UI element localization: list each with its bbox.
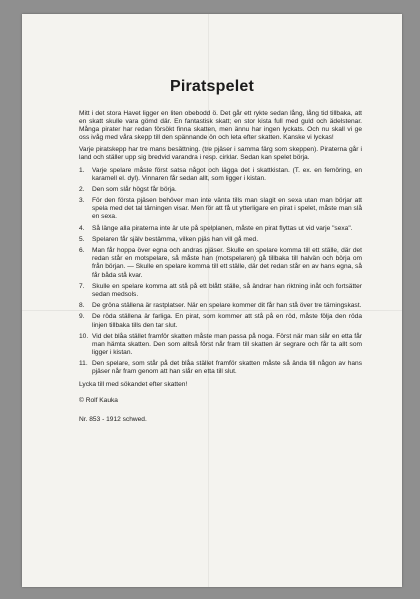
rule-item bbox=[79, 283, 362, 299]
rule-text: Spelaren får själv bestämma, vilken pjäs han vill gå med. bbox=[92, 235, 259, 243]
rule-text: Skulle en spelare komma att stå på ett blått ställe, så ändrar han riktning inåt och fortsätter sedan medsols. bbox=[92, 282, 362, 298]
rule-item bbox=[79, 333, 362, 357]
rule-number: 8. bbox=[79, 302, 85, 310]
rule-item bbox=[79, 236, 362, 244]
rule-text: Så länge alla piraterna inte är ute på spelplanen, måste en pirat flyttas ut vid varje "sexa". bbox=[92, 224, 353, 232]
rule-number: 6. bbox=[79, 247, 85, 255]
closing-line: Lycka till med sökandet efter skatten! bbox=[79, 380, 188, 388]
rule-item bbox=[79, 302, 362, 310]
page-title: Piratspelet bbox=[169, 78, 254, 95]
rule-item bbox=[79, 360, 362, 376]
rule-text: För den första pjäsen behöver man inte vänta tills man slagit en sexa utan man börjar att spela med det tal tärningen visar. Men för att få ut ytterligare en pirat i spelet, måste man slå en sexa. bbox=[92, 197, 362, 221]
rule-text: De gröna ställena är rastplatser. När en spelare kommer dit får han stå över tre tärningskast. bbox=[92, 302, 362, 310]
product-reference: Nr. 853 - 1912 schwed. bbox=[79, 415, 147, 423]
rule-number: 5. bbox=[79, 235, 85, 243]
rule-item bbox=[79, 167, 362, 183]
rule-text: Vid det blåa stället framför skatten måste man passa på noga. Först när man slår en etta får man hämta skatten. Den som alltså först når fram till skatten är segrare och får ta allt som ligger i kistan. bbox=[92, 332, 362, 357]
rule-item bbox=[79, 225, 362, 233]
rule-number: 1. bbox=[79, 166, 85, 174]
instruction-sheet bbox=[22, 14, 402, 587]
rule-text: De röda ställena är farliga. En pirat, som kommer att stå på en röd, måste följa den röda linjen tillbaka tills den tar slut. bbox=[92, 313, 362, 329]
rule-number: 7. bbox=[79, 282, 85, 290]
rule-text: Varje spelare måste först satsa något och lägga det i skattkistan. (T. ex. en femöring, en karamell el. dyl). Vinnaren får sedan allt, som ligger i kistan. bbox=[92, 166, 362, 182]
rule-number: 10. bbox=[79, 332, 89, 340]
rule-number: 9. bbox=[79, 313, 85, 321]
rules-text-body bbox=[79, 110, 362, 424]
rule-text: Den som slår högst får börja. bbox=[92, 185, 177, 193]
rule-item bbox=[79, 313, 362, 329]
rule-number: 3. bbox=[79, 197, 85, 205]
rule-number: 11. bbox=[79, 360, 88, 368]
rules-list bbox=[79, 167, 362, 377]
setup-paragraph: Varje piratskepp har tre mans besättning. (tre pjäser i samma färg som skeppen). Piraterna går i land och ställer upp sig bredvid varandra i resp. cirklar. Sedan kan spelet börja. bbox=[79, 146, 362, 162]
rule-item bbox=[79, 247, 362, 279]
rule-number: 2. bbox=[79, 185, 85, 193]
rule-item bbox=[79, 197, 362, 221]
rule-item bbox=[79, 186, 362, 194]
intro-paragraph: Mitt i det stora Havet ligger en liten obebodd ö. Det går ett rykte sedan lång, lång tid tillbaka, att en skatt skulle vara gömd där. En fantastisk skatt; en stor kista full med guld och ädelstenar. Många pirater har redan försökt finna skatten, men ännu har ingen lyckats. Och nu skall vi ge oss ivåg med våra skepp till den spännande ön och leta efter skatten. Kanske vi lyckas! bbox=[79, 110, 362, 142]
rule-number: 4. bbox=[79, 224, 85, 232]
rule-text: Den spelare, som står på det blåa stället framför skatten måste så ända till någon av hans pjäser når fram genom att han slår en etta till slut. bbox=[92, 360, 362, 376]
copyright-line: © Rolf Kauka bbox=[79, 396, 118, 404]
rule-text: Man får hoppa över egna och andras pjäser. Skulle en spelare komma till ett ställe, där det redan står en motspelare, så måste han (motspelaren) gå tillbaka till halvän och börja om från början. — Skulle en spelare komma till ett ställe, där det redan står en av hans egna, så får båda stå kvar. bbox=[92, 247, 362, 279]
